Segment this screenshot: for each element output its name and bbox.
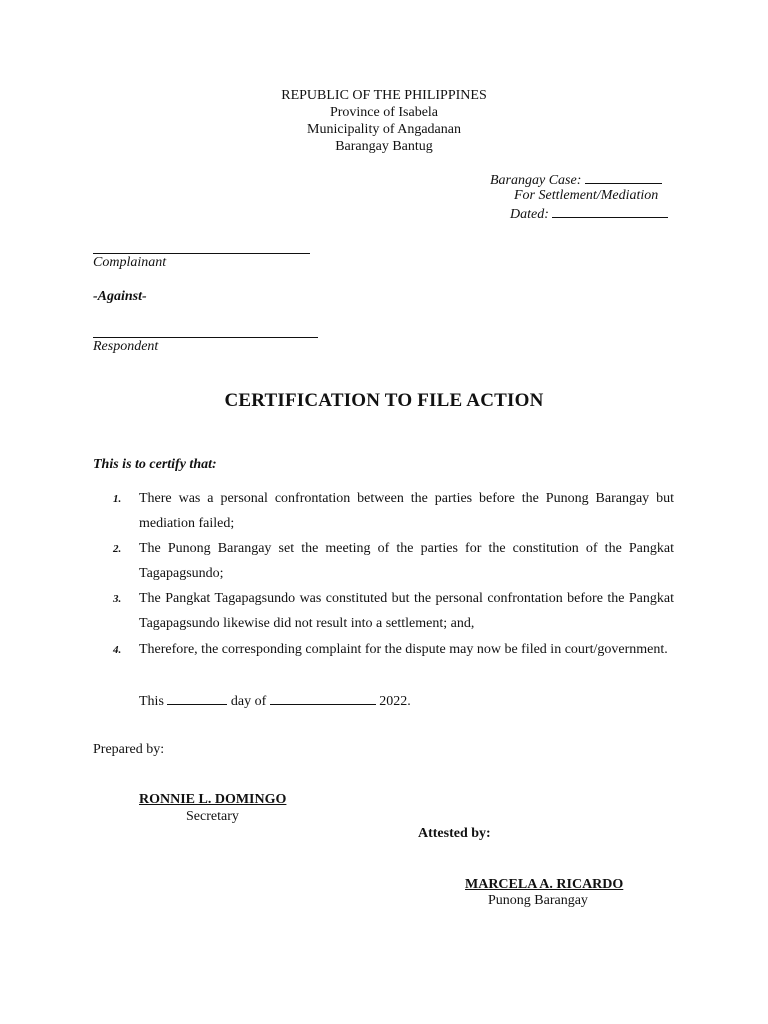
date-year: 2022.	[379, 694, 411, 709]
item-number: 1.	[113, 493, 122, 505]
respondent-signature-line	[93, 337, 318, 338]
certification-item: Therefore, the corresponding complaint for the dispute may now be filed in court/government.	[139, 642, 668, 657]
date-line	[139, 692, 411, 710]
document-header	[0, 87, 768, 155]
item-number: 3.	[113, 593, 122, 605]
secretary-name: RONNIE L. DOMINGO	[139, 792, 287, 807]
header-republic: REPUBLIC OF THE PHILIPPINES	[281, 88, 487, 103]
certification-item: The Punong Barangay set the meeting of the parties for the constitution of the Pangkat Tagapagsundo;	[139, 541, 674, 581]
item-number: 4.	[113, 644, 122, 656]
barangay-case-blank	[585, 171, 662, 184]
respondent-label: Respondent	[93, 339, 159, 354]
punong-barangay-name: MARCELA A. RICARDO	[465, 877, 624, 892]
dated-line	[510, 205, 668, 223]
prepared-by-label: Prepared by:	[93, 742, 165, 757]
header-municipality: Municipality of Angadanan	[307, 122, 461, 137]
attested-by-label: Attested by:	[418, 826, 491, 841]
secretary-title: Secretary	[186, 809, 239, 824]
date-day-of-label: day of	[230, 694, 267, 709]
header-province: Province of Isabela	[329, 105, 439, 120]
against-label: -Against-	[93, 289, 147, 304]
dated-blank	[552, 205, 668, 218]
item-number: 2.	[113, 543, 122, 555]
dated-label: Dated:	[510, 207, 549, 222]
complainant-label: Complainant	[93, 255, 167, 270]
date-this-label: This	[139, 694, 164, 709]
barangay-case-line	[490, 171, 662, 189]
certification-item: The Pangkat Tagapagsundo was constituted but the personal confrontation before the Pangkat Tagapagsundo likewise did not result into a settlement; and,	[139, 591, 674, 631]
barangay-case-label: Barangay Case:	[490, 173, 582, 188]
punong-barangay-title: Punong Barangay	[488, 893, 588, 908]
header-barangay: Barangay Bantug	[335, 139, 433, 154]
month-blank	[270, 692, 376, 705]
document-title: CERTIFICATION TO FILE ACTION	[224, 390, 544, 411]
day-blank	[167, 692, 227, 705]
settlement-label: For Settlement/Mediation	[514, 188, 659, 203]
certification-item: There was a personal confrontation between the parties before the Punong Barangay but mediation failed;	[139, 491, 674, 531]
certify-intro: This is to certify that:	[93, 457, 217, 472]
complainant-signature-line	[93, 253, 310, 254]
